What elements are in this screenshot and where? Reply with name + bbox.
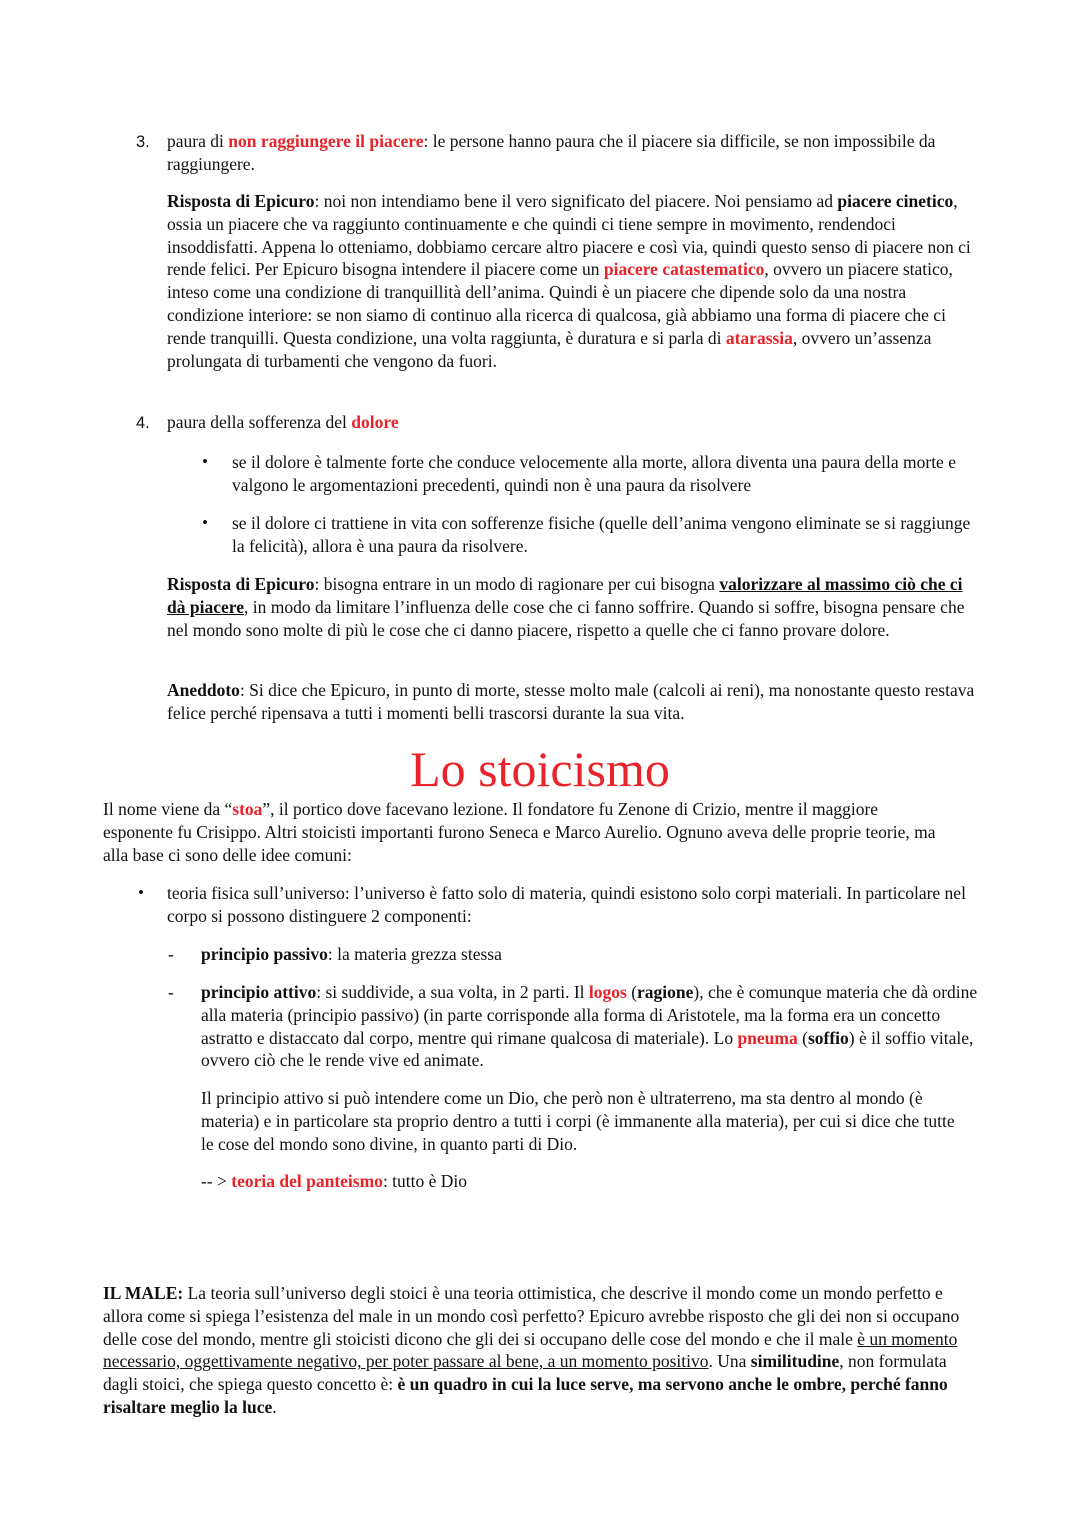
item-4-answer: Risposta di Epicuro: bisogna entrare in un modo di ragionare per cui bisogna valorizzare al massimo ciò che ci dà piacere, in modo da limitare l’influenza delle cose che ci fanno soffrire. Quando si soffre, bisogna pensare che nel mondo sono molte di più le cose che ci danno piacere, rispetto a quelle che ci fanno provare dolore. xyxy=(167,574,965,640)
item-3-answer: Risposta di Epicuro: noi non intendiamo bene il vero significato del piacere. Noi pensiamo ad piacere cinetico, ossia un piacere che va raggiunto continuamente e che quindi ci tiene sempre in movimento, rendendoci insoddisfatti. Appena lo otteniamo, dobbiamo cercare altro piacere e così via, quindi questo senso di piacere non ci rende felici. Per Epicuro bisogna intendere il piacere come un piacere catastematico, ovvero un piacere statico, inteso come una condizione di tranquillità dell’anima. Quindi è un piacere che dipende solo da una nostra condizione interiore: se non siamo di continuo alla ricerca di qualcosa, già abbiamo una forma di piacere che ci rende tranquilli. Questa condizione, una volta raggiunta, è duratura e si parla di atarassia, ovvero un’assenza prolungata di turbamenti che vengono da fuori. xyxy=(167,191,971,371)
passive-principle: principio passivo: la materia grezza stessa xyxy=(201,944,502,964)
list-number-3: 3. xyxy=(136,133,150,151)
bullet-icon: • xyxy=(202,513,208,532)
bullet-icon: • xyxy=(202,452,208,471)
active-principle: principio attivo: si suddivide, a sua volta, in 2 parti. Il logos (ragione), che è comunque materia che dà ordine alla materia (principio passivo) (in parte corrisponde alla forma di Aristotele, ma la forma era un concetto astratto e distaccato dal corpo, mentre qui rimane qualcosa di materiale). Lo pneuma (soffio) è il soffio vitale, ovvero ciò che le rende vive ed animate. xyxy=(201,982,978,1071)
stoicism-physics-bullet: teoria fisica sull’universo: l’universo è fatto solo di materia, quindi esistono solo corpi materiali. In particolare nel corpo si possono distinguere 2 componenti: xyxy=(167,883,966,926)
list-number-4: 4. xyxy=(136,414,150,432)
pantheism-line: -- > teoria del panteismo: tutto è Dio xyxy=(201,1171,468,1191)
dash-marker: - xyxy=(168,982,174,1002)
item-4-bullet-2: se il dolore ci trattiene in vita con sofferenze fisiche (quelle dell’anima vengono eliminate se si raggiunge la felicità), allora è una paura da risolvere. xyxy=(232,513,971,556)
item-4-heading: paura della sofferenza del dolore xyxy=(167,412,399,432)
bullet-icon: • xyxy=(138,883,144,902)
item-4-bullet-1: se il dolore è talmente forte che conduce velocemente alla morte, allora diventa una paura della morte e valgono le argomentazioni precedenti, quindi non è una paura da risolvere xyxy=(232,452,956,495)
section-title: Lo stoicismo xyxy=(410,741,670,797)
stoicism-intro: Il nome viene da “stoa”, il portico dove facevano lezione. Il fondatore fu Zenone di Crizio, mentre il maggiore esponente fu Crisippo. Altri stoicisti importanti furono Seneca e Marco Aurelio. Ognuno aveva delle proprie teorie, ma alla base ci sono delle idee comuni: xyxy=(103,799,936,865)
evil-paragraph: IL MALE: La teoria sull’universo degli stoici è una teoria ottimistica, che descrive il mondo come un mondo perfetto e allora come si spiega l’esistenza del male in un mondo così perfetto? Epicuro avrebbe risposto che gli dei non si occupano delle cose del mondo, mentre gli stoicisti dicono che gli dei si occupano delle cose del mondo e che il male è un momento necessario, oggettivamente negativo, per poter passare al bene, a un momento positivo. Una similitudine, non formulata dagli stoici, che spiega questo concetto è: è un quadro in cui la luce serve, ma servono anche le ombre, perché fanno risaltare meglio la luce. xyxy=(103,1283,960,1417)
dash-marker: - xyxy=(168,944,174,964)
item-3-heading: paura di non raggiungere il piacere: le persone hanno paura che il piacere sia difficile, se non impossibile da raggiungere. xyxy=(167,131,936,174)
active-principle-god: Il principio attivo si può intendere come un Dio, che però non è ultraterreno, ma sta dentro al mondo (è materia) e in particolare sta proprio dentro a tutti i corpi (è immanente alla materia), per cui si dice che tutte le cose del mondo sono divine, in quanto parti di Dio. xyxy=(201,1088,955,1154)
item-4-anecdote: Aneddoto: Si dice che Epicuro, in punto di morte, stesse molto male (calcoli ai reni), ma nonostante questo restava felice perché ripensava a tutti i momenti belli trascorsi durante la sua vita. xyxy=(167,680,975,723)
